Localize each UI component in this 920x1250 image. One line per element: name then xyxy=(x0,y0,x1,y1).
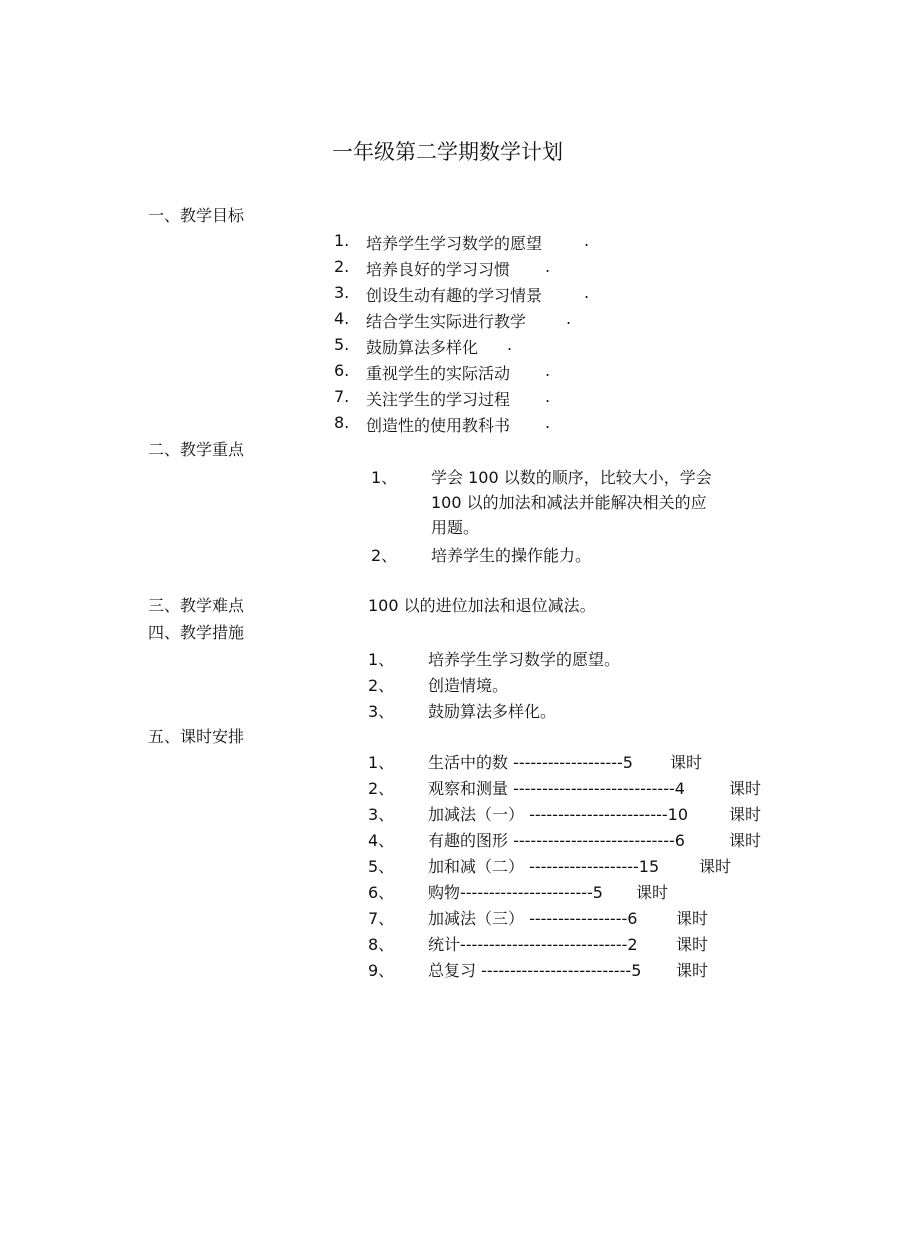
schedule-number: 9、 xyxy=(368,961,395,980)
schedule-number: 2、 xyxy=(368,779,395,798)
schedule-number: 4、 xyxy=(368,831,395,850)
goal-period: . xyxy=(545,413,551,432)
goal-number: 3. xyxy=(334,283,350,302)
schedule-text: 购物-----------------------5 xyxy=(428,883,603,902)
goal-number: 6. xyxy=(334,361,350,380)
measure-text: 鼓励算法多样化。 xyxy=(428,702,557,721)
schedule-unit: 课时 xyxy=(636,883,669,902)
goal-text: 重视学生的实际活动 xyxy=(366,364,511,383)
schedule-number: 1、 xyxy=(368,753,395,772)
schedule-unit: 课时 xyxy=(729,831,762,850)
key-point-line: 培养学生的操作能力。 xyxy=(431,546,592,565)
measure-text: 创造情境。 xyxy=(428,676,509,695)
goal-period: . xyxy=(566,309,572,328)
key-point-line: 用题。 xyxy=(431,518,480,537)
schedule-text: 加减法（一） ------------------------10 xyxy=(428,805,689,824)
goal-number: 8. xyxy=(334,413,350,432)
schedule-unit: 课时 xyxy=(670,753,703,772)
goal-period: . xyxy=(584,283,590,302)
schedule-number: 5、 xyxy=(368,857,395,876)
goal-number: 2. xyxy=(334,257,350,276)
goal-number: 5. xyxy=(334,335,350,354)
schedule-text: 生活中的数 -------------------5 xyxy=(428,753,633,772)
goal-number: 7. xyxy=(334,387,350,406)
section-heading-goals: 一、教学目标 xyxy=(148,206,245,225)
section-heading-schedule: 五、课时安排 xyxy=(148,727,245,746)
section-heading-measures: 四、教学措施 xyxy=(148,623,245,642)
schedule-text: 统计-----------------------------2 xyxy=(428,935,638,954)
goal-text: 结合学生实际进行教学 xyxy=(366,312,527,331)
goal-text: 关注学生的学习过程 xyxy=(366,390,511,409)
goal-text: 培养学生学习数学的愿望 xyxy=(366,234,543,253)
schedule-unit: 课时 xyxy=(729,779,762,798)
difficulty-text: 100 以的进位加法和退位减法。 xyxy=(368,596,596,615)
key-point-line: 100 以的加法和减法并能解决相关的应 xyxy=(431,493,707,512)
goal-period: . xyxy=(507,335,513,354)
goal-number: 4. xyxy=(334,309,350,328)
goal-period: . xyxy=(545,361,551,380)
section-heading-key-points: 二、教学重点 xyxy=(148,440,245,459)
measure-number: 1、 xyxy=(368,650,395,669)
measure-number: 3、 xyxy=(368,702,395,721)
measure-text: 培养学生学习数学的愿望。 xyxy=(428,650,621,669)
goal-period: . xyxy=(545,257,551,276)
key-point-number: 2、 xyxy=(371,546,398,565)
schedule-unit: 课时 xyxy=(729,805,762,824)
section-heading-difficulties: 三、教学难点 xyxy=(148,596,245,615)
schedule-text: 加和减（二） -------------------15 xyxy=(428,857,660,876)
schedule-number: 7、 xyxy=(368,909,395,928)
schedule-text: 总复习 --------------------------5 xyxy=(428,961,642,980)
schedule-number: 8、 xyxy=(368,935,395,954)
schedule-unit: 课时 xyxy=(676,961,709,980)
page-title: 一年级第二学期数学计划 xyxy=(332,140,563,164)
schedule-unit: 课时 xyxy=(676,935,709,954)
goal-period: . xyxy=(584,231,590,250)
key-point-line: 学会 100 以数的顺序，比较大小，学会 xyxy=(431,468,712,487)
schedule-text: 加减法（三） -----------------6 xyxy=(428,909,638,928)
goal-text: 鼓励算法多样化 xyxy=(366,338,479,357)
schedule-unit: 课时 xyxy=(699,857,732,876)
goal-period: . xyxy=(545,387,551,406)
goal-text: 创造性的使用教科书 xyxy=(366,416,511,435)
schedule-number: 6、 xyxy=(368,883,395,902)
goal-number: 1. xyxy=(334,231,350,250)
goal-text: 创设生动有趣的学习情景 xyxy=(366,286,543,305)
schedule-text: 观察和测量 ----------------------------4 xyxy=(428,779,685,798)
schedule-number: 3、 xyxy=(368,805,395,824)
schedule-unit: 课时 xyxy=(676,909,709,928)
measure-number: 2、 xyxy=(368,676,395,695)
goal-text: 培养良好的学习习惯 xyxy=(366,260,511,279)
schedule-text: 有趣的图形 ----------------------------6 xyxy=(428,831,685,850)
key-point-number: 1、 xyxy=(371,468,398,487)
